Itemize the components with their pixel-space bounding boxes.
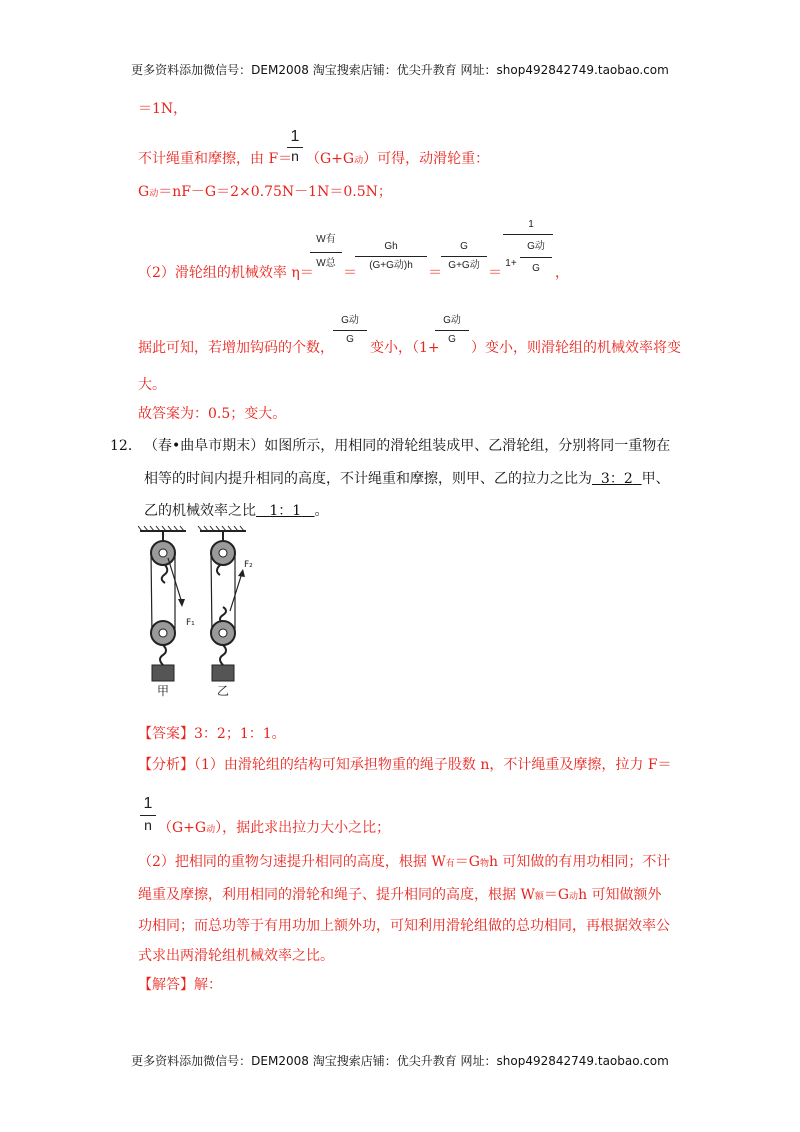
fraction-g-inner: G bbox=[532, 263, 540, 274]
label-f2: F₂ bbox=[244, 560, 253, 570]
fraction-bar bbox=[441, 256, 487, 257]
fraction-bar bbox=[310, 252, 342, 253]
text-line-7: 故答案为：0.5；变大。 bbox=[138, 406, 287, 422]
fraction-g-gdong-h: (G+G动)h bbox=[369, 260, 413, 271]
fraction-bar bbox=[140, 815, 156, 816]
text-line-4a: （2）滑轮组的机械效率 η＝ bbox=[138, 265, 314, 281]
solution-line: 【解答】解： bbox=[138, 977, 222, 993]
fraction-g-dong-inner: G动 bbox=[527, 241, 545, 252]
text-line-1: ＝1N， bbox=[138, 101, 188, 117]
label-jia: 甲 bbox=[157, 684, 170, 698]
one-plus: 1+ bbox=[505, 258, 517, 269]
analysis-line-2: （G+G动），据此求出拉力大小之比； bbox=[158, 820, 391, 836]
analysis-line-1: 【分析】（1）由滑轮组的结构可知承担物重的绳子股数 n，不计绳重及摩擦，拉力 F＝ bbox=[138, 757, 672, 773]
label-yi: 乙 bbox=[217, 684, 230, 698]
analysis-fraction-num: 1 bbox=[143, 795, 153, 812]
fraction-g: G bbox=[460, 241, 468, 252]
page-header: 更多资料添加微信号：DEM2008 淘宝搜索店铺：优尖升教育 网址：shop492842749.taobao.com bbox=[131, 63, 669, 77]
analysis-line-3: （2）把相同的重物匀速提升相同的高度，根据 W有＝G物h 可知做的有用功相同；不计 bbox=[138, 854, 671, 870]
fraction-one: 1 bbox=[528, 219, 534, 230]
fraction-numerator: 1 bbox=[290, 128, 300, 145]
analysis-line-6: 式求出两滑轮组机械效率之比。 bbox=[138, 948, 334, 964]
equals-1: ＝ bbox=[343, 265, 357, 281]
analysis-label: 【分析】 bbox=[138, 757, 194, 773]
page-footer: 更多资料添加微信号：DEM2008 淘宝搜索店铺：优尖升教育 网址：shop492842749.taobao.com bbox=[131, 1054, 669, 1068]
fraction-w-you: W有 bbox=[316, 234, 336, 245]
solution-label: 【解答】 bbox=[138, 977, 194, 993]
text-line-2a: 不计绳重和摩擦，由 F＝ bbox=[138, 151, 293, 167]
analysis-fraction-den: n bbox=[144, 817, 152, 833]
fraction-g-5: G bbox=[346, 334, 354, 345]
comma: ， bbox=[555, 265, 569, 281]
fraction-bar bbox=[355, 256, 427, 257]
analysis-line-5: 功相同；而总功等于有用功加上额外功，可知利用滑轮组做的总功相同，再根据效率公 bbox=[138, 918, 670, 934]
text-line-5c: ）变小，则滑轮组的机械效率将变 bbox=[471, 340, 681, 356]
fraction-g-dong-5: G动 bbox=[341, 315, 359, 326]
answer-label: 【答案】 bbox=[138, 726, 194, 742]
fraction-g-dong-5b: G动 bbox=[443, 315, 461, 326]
question-number: 12． bbox=[110, 438, 142, 454]
equals-3: ＝ bbox=[488, 265, 502, 281]
text-line-5a: 据此可知，若增加钩码的个数， bbox=[138, 340, 334, 356]
text-line-5b: 变小，（1+ bbox=[370, 340, 440, 356]
fraction-bar bbox=[333, 330, 367, 331]
fraction-g-5b: G bbox=[448, 334, 456, 345]
text-line-3: G动＝nF－G＝2×0.75N－1N＝0.5N； bbox=[138, 184, 392, 200]
pulley-figure bbox=[138, 525, 268, 705]
answer-line: 【答案】3：2；1：1。 bbox=[138, 726, 286, 742]
ceiling-yi bbox=[198, 526, 246, 531]
fraction-bar bbox=[435, 330, 469, 331]
label-f1: F₁ bbox=[186, 618, 195, 628]
ceiling-jia bbox=[138, 526, 186, 531]
question-text-2: 相等的时间内提升相同的高度，不计绳重和摩擦，则甲、乙的拉力之比为 3：2 甲、 bbox=[144, 471, 670, 487]
question-text-3: 乙的机械效率之比 1：1 。 bbox=[144, 503, 329, 519]
fraction-bar-inner bbox=[520, 257, 552, 258]
fraction-g-plus-gdong: G+G动 bbox=[448, 260, 480, 271]
fraction-w-zong: W总 bbox=[316, 258, 336, 269]
text-line-2b: （G+G动）可得，动滑轮重： bbox=[306, 151, 490, 167]
equals-2: ＝ bbox=[428, 265, 442, 281]
fraction-gh: Gh bbox=[384, 241, 398, 252]
text-line-6: 大。 bbox=[138, 377, 166, 393]
weight-jia bbox=[152, 665, 174, 681]
fraction-denominator: n bbox=[291, 148, 299, 164]
fraction-bar-outer bbox=[503, 234, 553, 235]
weight-yi bbox=[212, 665, 234, 681]
question-text-1: （春•曲阜市期末）如图所示，用相同的滑轮组装成甲、乙滑轮组，分别将同一重物在 bbox=[144, 438, 671, 454]
analysis-line-4: 绳重及摩擦，利用相同的滑轮和绳子、提升相同的高度，根据 W额＝G动h 可知做额外 bbox=[138, 887, 662, 903]
